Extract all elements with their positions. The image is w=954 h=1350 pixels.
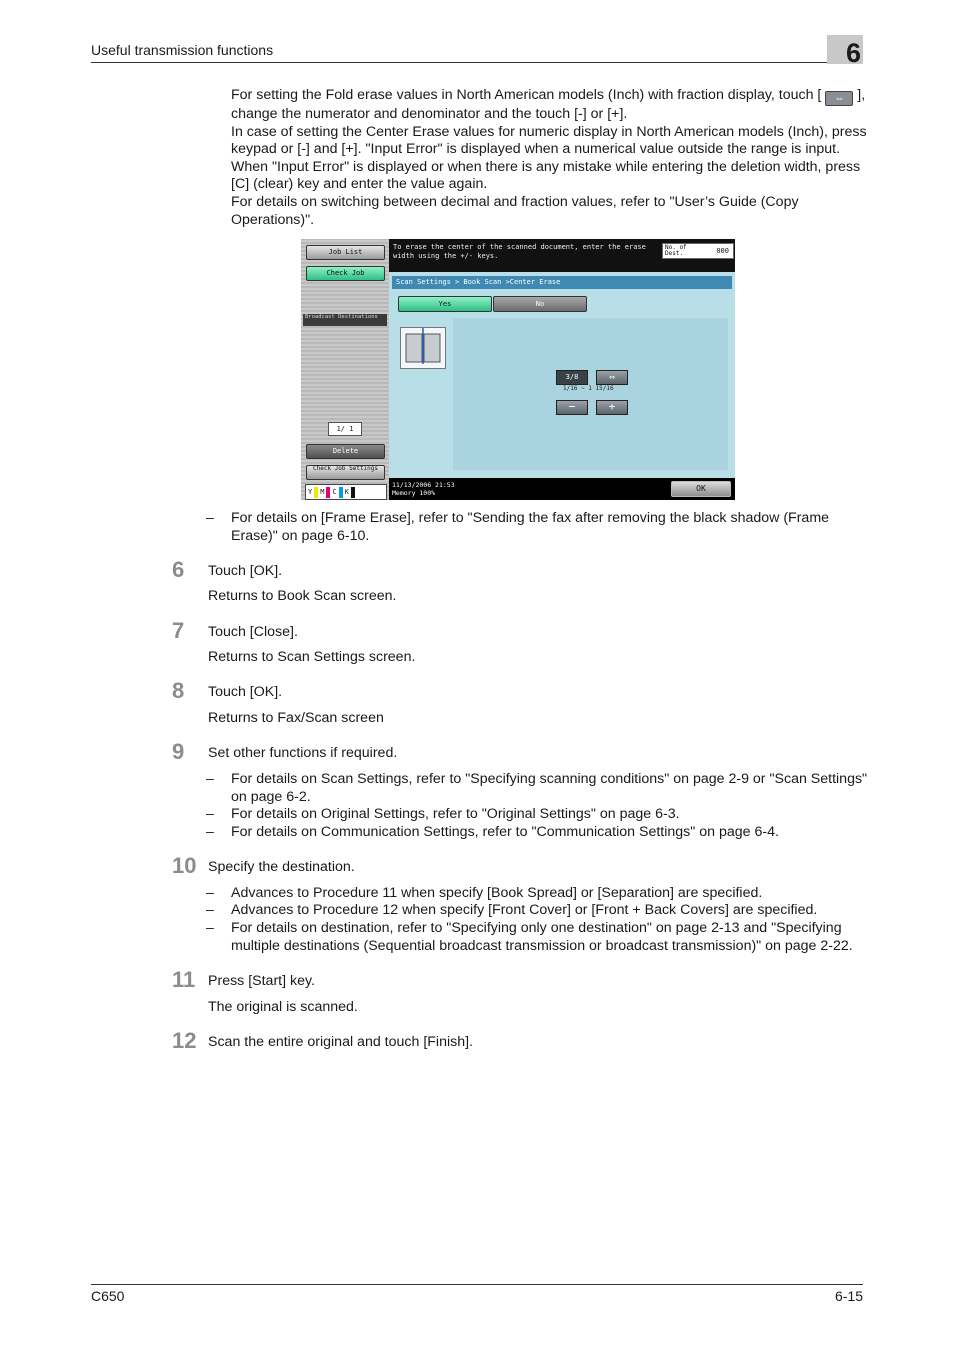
toner-label-m: M [320, 488, 325, 496]
center-erase-document-icon [400, 327, 446, 369]
step-number: 11 [172, 967, 196, 992]
fraction-toggle-icon: ⇔ [825, 91, 853, 106]
toner-bar-m [326, 487, 330, 498]
step-number: 9 [172, 739, 185, 764]
intro-text [231, 87, 871, 229]
step-text: Touch [OK]. [208, 563, 283, 579]
footer-page-number: 6-15 [834, 1288, 863, 1304]
step-bullet-text: Advances to Procedure 12 when specify [Front Cover] or [Front + Back Covers] are specified. [231, 902, 818, 918]
dash-marker: – [206, 902, 214, 918]
step-text: Specify the destination. [208, 859, 355, 875]
fraction-value-display[interactable]: 3/8 [556, 370, 588, 385]
left-panel [301, 239, 389, 500]
dash-marker: – [206, 885, 214, 901]
job-list-button[interactable]: Job List [306, 245, 385, 260]
destination-counter-label: No. of Dest. [665, 244, 687, 257]
step-text: Set other functions if required. [208, 745, 398, 761]
step-number: 8 [172, 678, 185, 703]
control-panel-screenshot [301, 239, 735, 500]
toner-levels [305, 484, 387, 500]
dash-marker: – [206, 771, 214, 787]
toner-bar-c [339, 487, 343, 498]
step-result: Returns to Scan Settings screen. [208, 649, 416, 665]
check-job-button[interactable]: Check Job [306, 266, 385, 281]
main-pane [389, 272, 735, 478]
intro-p3: For details on switching between decimal and fraction values, refer to "User’s Guide (Copy Operations)". [231, 193, 799, 228]
dash-marker: – [206, 824, 214, 840]
toner-bar-y [314, 487, 318, 498]
step-result: The original is scanned. [208, 999, 358, 1015]
instruction-message: To erase the center of the scanned document, enter the erase width using the +/- keys. [393, 243, 646, 260]
range-label: 1/16 ~ 1 15/16 [563, 385, 614, 392]
page-indicator: 1/ 1 [328, 422, 362, 436]
breadcrumb: Scan Settings > Book Scan >Center Erase [392, 276, 732, 289]
ok-button[interactable]: OK [671, 481, 731, 497]
header-rule [91, 62, 827, 63]
dash-marker: – [206, 510, 214, 526]
minus-button[interactable]: − [556, 400, 588, 415]
footer-rule [91, 1284, 863, 1285]
step-number: 6 [172, 557, 185, 582]
fraction-toggle-icon[interactable]: ⇔ [596, 370, 628, 385]
delete-button[interactable]: Delete [306, 444, 385, 459]
step-number: 12 [172, 1028, 197, 1053]
plus-button[interactable]: + [596, 400, 628, 415]
datetime: 11/13/2006 21:53 [392, 481, 455, 489]
toner-label-y: Y [308, 488, 313, 496]
intro-p1-end: ], change the numerator and denominator and the touch [-] or [+]. [231, 87, 866, 122]
step-bullet-text: For details on Communication Settings, refer to "Communication Settings" on page 6-4. [231, 824, 779, 840]
toner-bar-k [351, 487, 355, 498]
step-bullet-text: Advances to Procedure 11 when specify [Book Spread] or [Separation] are specified. [231, 885, 763, 901]
no-button[interactable]: No [493, 296, 587, 312]
intro-p2: In case of setting the Center Erase values for numeric display in North American models (Inch), press keypad or [-] and [+]. "Input Error" is displayed when a numerical value outside the range is input. When "Input Error" is displayed or when there is any mistake while entering the deletion width, press [C] (clear) key and enter the value again. [231, 123, 867, 193]
footer-model: C650 [91, 1288, 125, 1304]
step-result: Returns to Fax/Scan screen [208, 710, 384, 726]
work-area [453, 318, 728, 470]
frame-erase-note-text: For details on [Frame Erase], refer to "Sending the fax after removing the black shadow (Frame Erase)" on page 6-10. [231, 510, 830, 544]
step-bullet-text: For details on destination, refer to "Specifying only one destination" on page 2-13 and "Specifying multiple destinations (Sequential broadcast transmission or broadcast transmission)" on page 2-22. [231, 920, 853, 954]
step-bullet-text: For details on Scan Settings, refer to "Specifying scanning conditions" on page 2-9 or "Scan Settings" on page 6-2. [231, 771, 868, 805]
step-text: Touch [OK]. [208, 684, 283, 700]
step-result: Returns to Book Scan screen. [208, 588, 397, 604]
memory-status: Memory 100% [392, 489, 436, 497]
chapter-number: 6 [827, 35, 863, 64]
step-text: Press [Start] key. [208, 973, 315, 989]
step-text: Scan the entire original and touch [Finish]. [208, 1034, 473, 1050]
destination-counter [662, 243, 734, 259]
destination-counter-value: 000 [716, 247, 729, 255]
toner-label-c: C [332, 488, 337, 496]
step-number: 10 [172, 853, 197, 878]
step-bullet-text: For details on Original Settings, refer to "Original Settings" on page 6-3. [231, 806, 680, 822]
running-header: Useful transmission functions [91, 42, 274, 58]
broadcast-destinations-header: Broadcast Destinations [303, 314, 387, 326]
status-bar [389, 478, 735, 500]
toner-label-k: K [344, 488, 349, 496]
dash-marker: – [206, 806, 214, 822]
dash-marker: – [206, 920, 214, 936]
check-job-settings-button[interactable]: Check Job Settings [306, 465, 385, 480]
step-text: Touch [Close]. [208, 624, 298, 640]
intro-p1-start: For setting the Fold erase values in North American models (Inch) with fraction display, touch [ [231, 87, 822, 103]
step-number: 7 [172, 618, 185, 643]
yes-button[interactable]: Yes [398, 296, 492, 312]
